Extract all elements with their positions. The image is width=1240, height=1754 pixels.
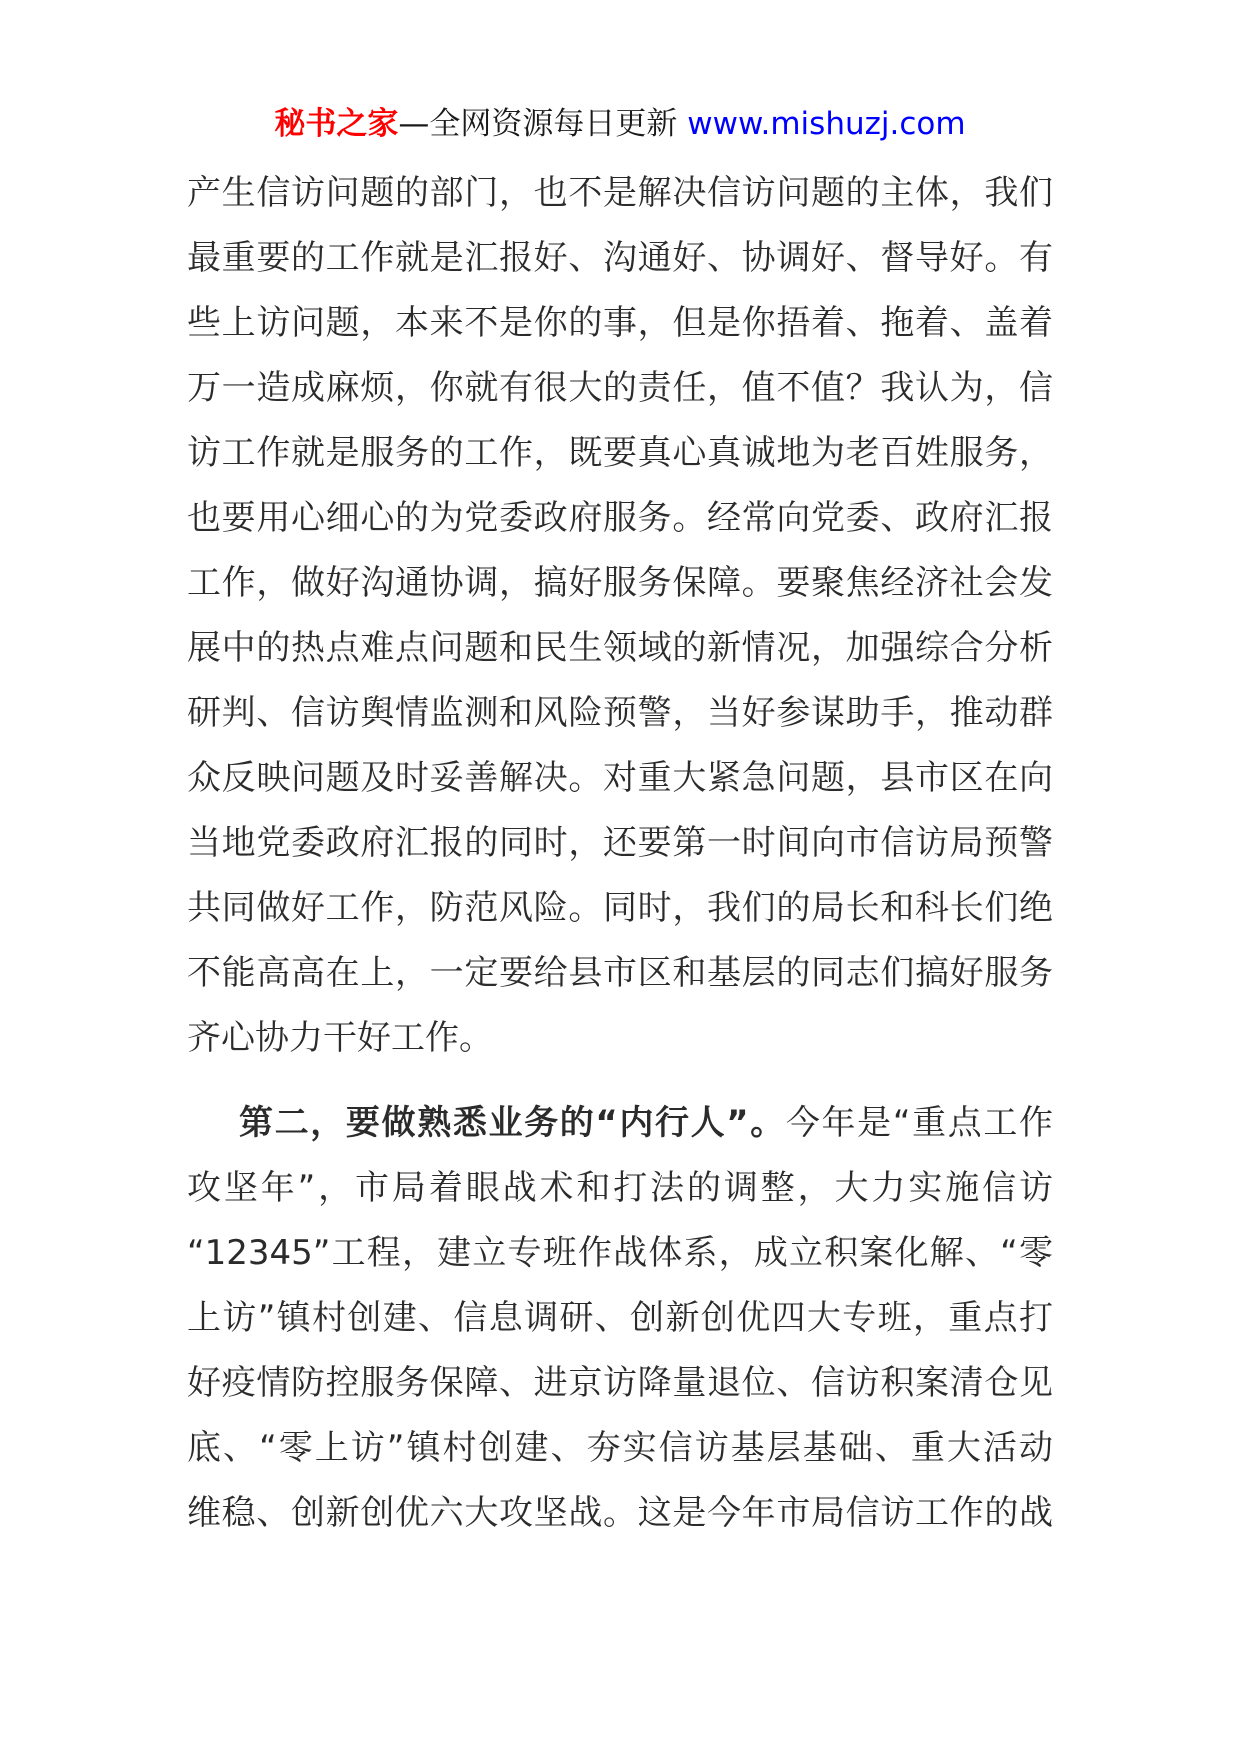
text-line: 好疫情防控服务保障、进京访降量退位、信访积案清仓见: [187, 1363, 1053, 1403]
text-line: 些上访问题，本来不是你的事，但是你捂着、拖着、盖着: [187, 303, 1053, 343]
text-line: “12345”工程，建立专班作战体系，成立积案化解、“零: [187, 1233, 1053, 1273]
text-line: 攻坚年”，市局着眼战术和打法的调整，大力实施信访: [187, 1168, 1053, 1208]
text-line: 底、“零上访”镇村创建、夯实信访基层基础、重大活动: [187, 1428, 1053, 1468]
text-line: 共同做好工作，防范风险。同时，我们的局长和科长们绝: [187, 888, 1053, 928]
text-line: 展中的热点难点问题和民生领域的新情况，加强综合分析: [187, 628, 1053, 668]
text-line: 也要用心细心的为党委政府服务。经常向党委、政府汇报: [187, 498, 1053, 538]
text-line: 维稳、创新创优六大攻坚战。这是今年市局信访工作的战: [187, 1493, 1053, 1533]
text-line: 齐心协力干好工作。: [187, 1018, 493, 1058]
text-line: 不能高高在上，一定要给县市区和基层的同志们搞好服务: [187, 953, 1053, 993]
paragraph-2-first-line: [187, 1091, 1053, 1156]
text-line: 众反映问题及时妥善解决。对重大紧急问题，县市区在向: [187, 758, 1053, 798]
paragraph-1: [187, 161, 1053, 1071]
text-line: 研判、信访舆情监测和风险预警，当好参谋助手，推动群: [187, 693, 1053, 733]
text-line: 万一造成麻烦，你就有很大的责任，值不值？我认为，信: [187, 368, 1053, 408]
text-line: 产生信访问题的部门，也不是解决信访问题的主体，我们: [187, 173, 1053, 213]
text-line: 工作，做好沟通协调，搞好服务保障。要聚焦经济社会发: [187, 563, 1053, 603]
text-line: 访工作就是服务的工作，既要真心真诚地为老百姓服务，: [187, 433, 1053, 473]
paragraph-2: [187, 1091, 1053, 1546]
text-line: 上访”镇村创建、信息调研、创新创优四大专班，重点打: [187, 1298, 1053, 1338]
section-heading: 第二，要做熟悉业务的“内行人”。: [239, 1103, 786, 1143]
heading-continuation: 今年是“重点工作: [785, 1103, 1053, 1143]
text-line: 当地党委政府汇报的同时，还要第一时间向市信访局预警: [187, 823, 1053, 863]
site-brand: 秘书之家: [274, 106, 399, 142]
paragraph-gap: [187, 1071, 1053, 1091]
text-line: 最重要的工作就是汇报好、沟通好、协调好、督导好。有: [187, 238, 1053, 278]
document-body: [187, 161, 1053, 1546]
site-banner: [0, 104, 1240, 144]
banner-dash: —: [398, 106, 430, 142]
site-slogan: 全网资源每日更新: [429, 106, 678, 142]
site-url-link[interactable]: www.mishuzj.com: [687, 106, 966, 142]
